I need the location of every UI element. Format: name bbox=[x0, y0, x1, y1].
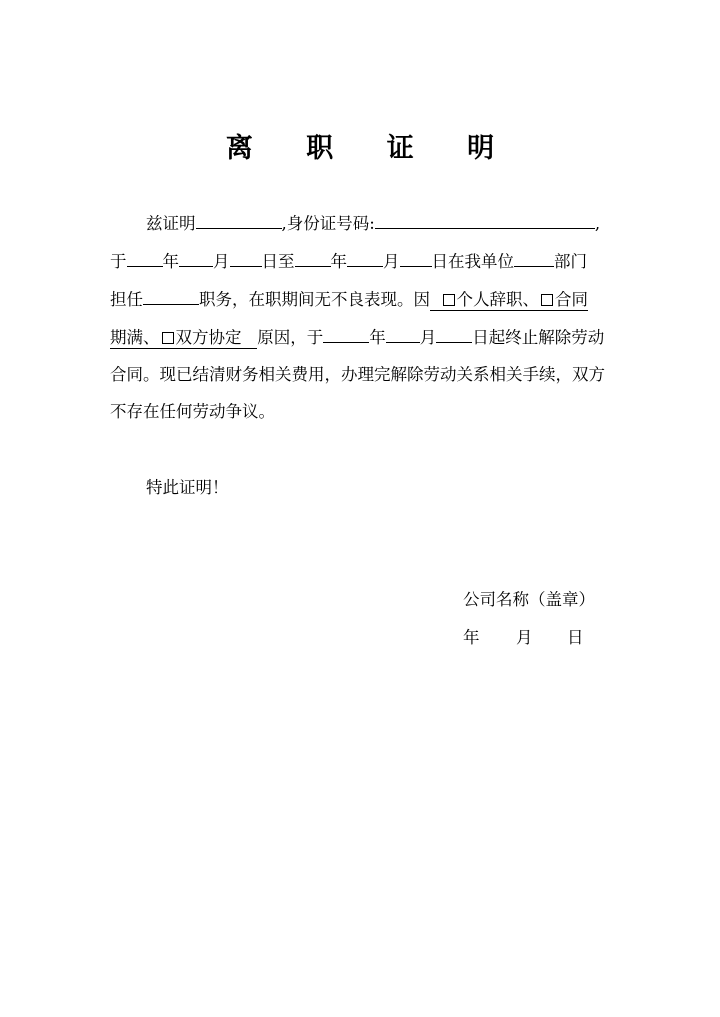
reason-options-underline bbox=[430, 290, 588, 311]
mutual-agreement-checkbox[interactable] bbox=[162, 332, 174, 344]
id-number-blank[interactable] bbox=[375, 211, 595, 229]
department-blank[interactable] bbox=[514, 249, 554, 267]
name-blank[interactable] bbox=[196, 211, 282, 229]
document-title: 离 职 证 明 bbox=[225, 133, 517, 164]
text: 日在我单位 bbox=[431, 252, 514, 271]
text: 年 bbox=[330, 252, 347, 271]
paragraph-line-6: 不存在任何劳动争议。 bbox=[110, 402, 275, 421]
text: 兹证明 bbox=[146, 214, 196, 233]
end-year-blank[interactable] bbox=[295, 249, 331, 267]
text: 年 bbox=[369, 328, 386, 347]
text: 职务，在职期间无不良表现。因 bbox=[199, 290, 430, 309]
option-label: 双方协定 bbox=[175, 328, 242, 347]
position-blank[interactable] bbox=[143, 287, 199, 305]
paragraph-line-2 bbox=[110, 248, 587, 272]
text: 月 bbox=[383, 252, 400, 271]
closing-statement: 特此证明！ bbox=[146, 478, 229, 497]
termination-month-blank[interactable] bbox=[386, 325, 420, 343]
signature-year: 年 bbox=[463, 628, 480, 647]
signature-month: 月 bbox=[516, 628, 533, 647]
text: ,身份证号码: bbox=[281, 214, 375, 233]
personal-resignation-checkbox[interactable] bbox=[443, 294, 455, 306]
text: 日起终止解除劳动 bbox=[472, 328, 605, 347]
termination-year-blank[interactable] bbox=[323, 325, 369, 343]
text: 于 bbox=[110, 252, 127, 271]
text: 年 bbox=[162, 252, 179, 271]
text: 部门 bbox=[554, 252, 587, 271]
text: 月 bbox=[213, 252, 230, 271]
paragraph-line-4 bbox=[110, 324, 604, 348]
option-label: 合同 bbox=[555, 290, 588, 309]
option-label: 期满、 bbox=[110, 328, 160, 347]
paragraph-line-5: 合同。现已结清财务相关费用，办理完解除劳动关系相关手续，双方 bbox=[110, 365, 605, 384]
paragraph-line-3 bbox=[110, 286, 588, 310]
start-month-blank[interactable] bbox=[179, 249, 213, 267]
start-day-blank[interactable] bbox=[230, 249, 262, 267]
company-name-stamp: 公司名称（盖章） bbox=[463, 590, 595, 609]
end-month-blank[interactable] bbox=[347, 249, 383, 267]
text: 日至 bbox=[261, 252, 295, 271]
end-day-blank[interactable] bbox=[400, 249, 432, 267]
termination-day-blank[interactable] bbox=[436, 325, 472, 343]
paragraph-line-1 bbox=[146, 210, 600, 234]
signature-day: 日 bbox=[567, 628, 584, 647]
option-label: 个人辞职、 bbox=[456, 290, 539, 309]
reason-options-underline bbox=[110, 328, 257, 349]
text: 担任 bbox=[110, 290, 143, 309]
text: 月 bbox=[419, 328, 437, 347]
start-year-blank[interactable] bbox=[127, 249, 163, 267]
text: , bbox=[594, 214, 601, 233]
contract-expiry-checkbox[interactable] bbox=[541, 294, 553, 306]
text: 原因，于 bbox=[257, 328, 324, 347]
